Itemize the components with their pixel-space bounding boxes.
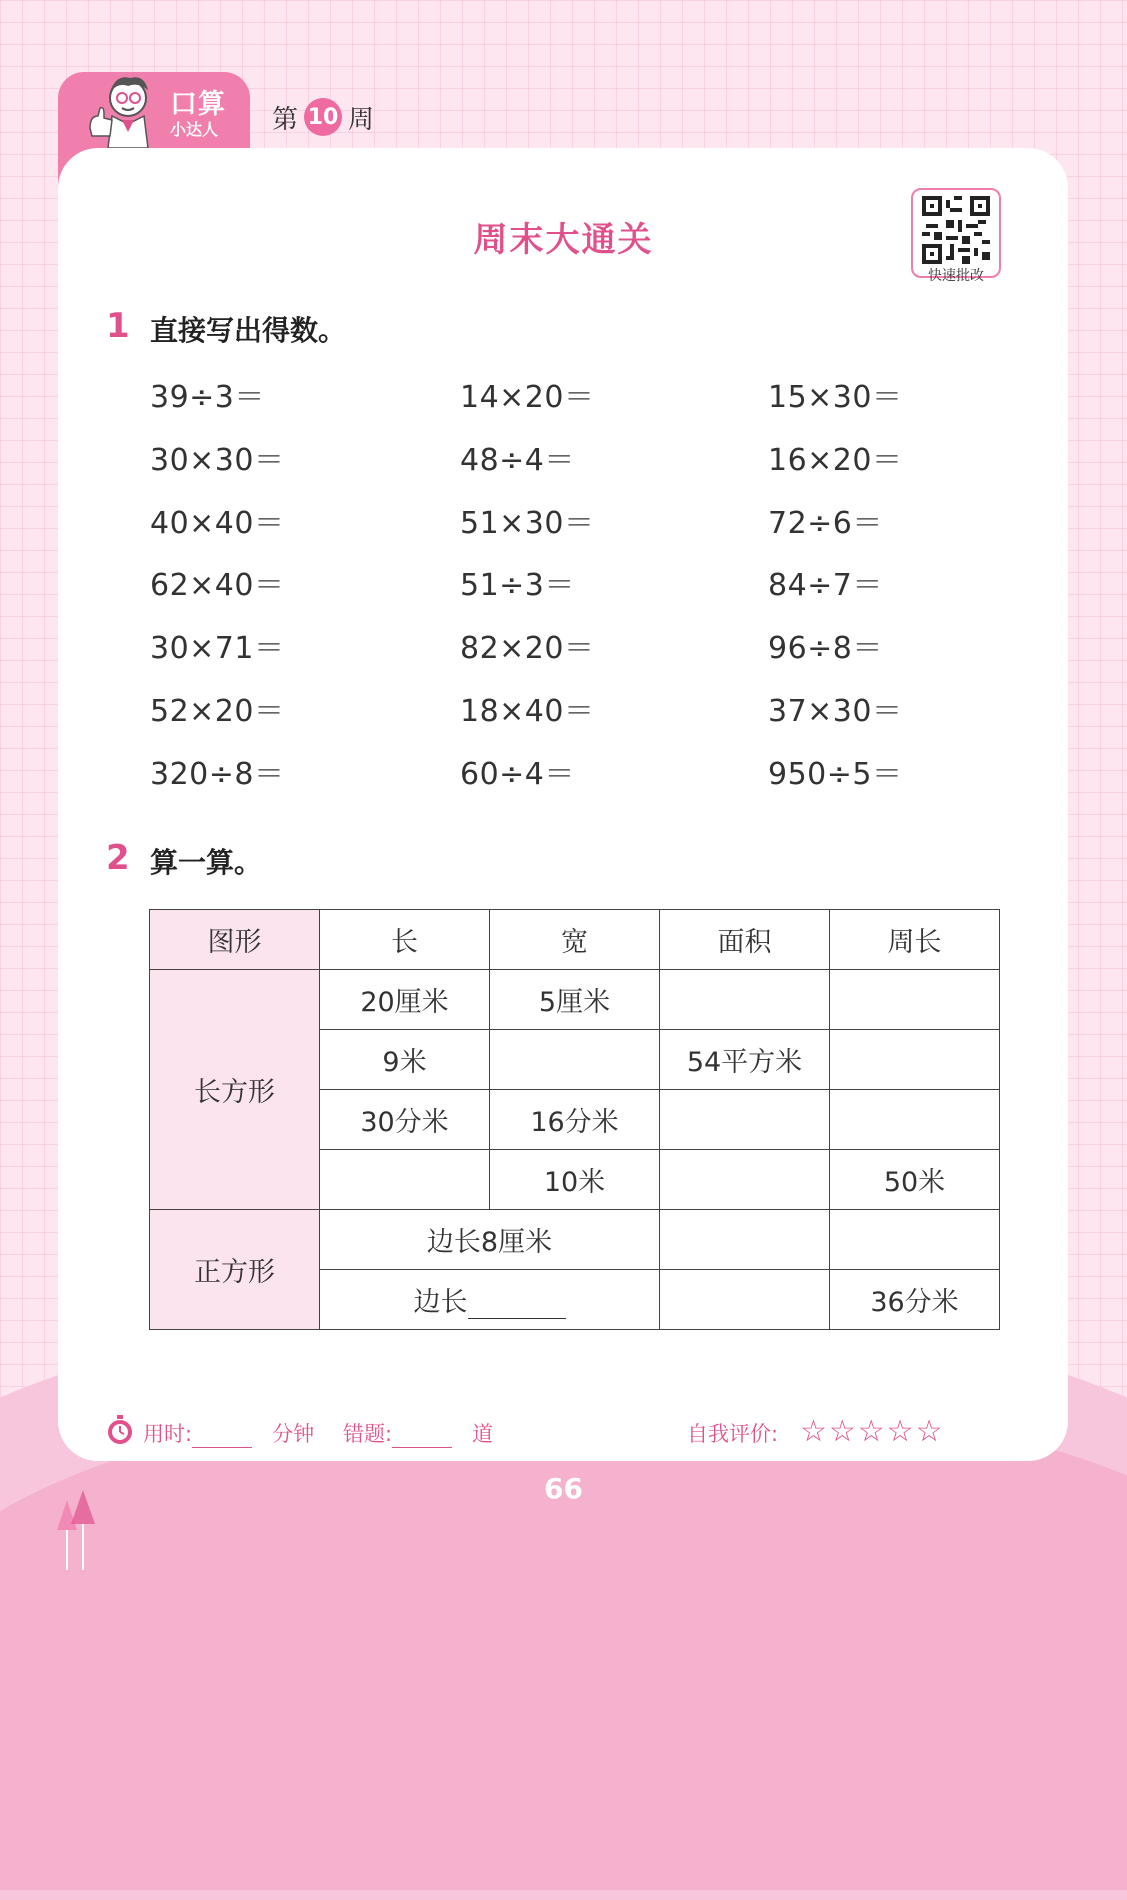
qr-label: 快速批改 xyxy=(928,268,984,284)
bottom-wave-decoration-2 xyxy=(0,1390,1127,1890)
answer-cell[interactable] xyxy=(320,1150,490,1210)
table-header: 周长 xyxy=(830,910,1000,970)
answer-cell[interactable] xyxy=(660,1270,830,1330)
page-title: 周末大通关 xyxy=(473,220,654,260)
answer-cell[interactable] xyxy=(660,1090,830,1150)
week-label xyxy=(272,98,374,136)
table-cell: 54平方米 xyxy=(660,1030,830,1090)
problem-item: 60÷4＝ xyxy=(460,756,575,792)
table-cell: 16分米 xyxy=(490,1090,660,1150)
problem-item: 16×20＝ xyxy=(768,442,903,478)
problem-item: 51×30＝ xyxy=(460,505,595,541)
problem-item: 84÷7＝ xyxy=(768,568,883,604)
table-row xyxy=(150,1210,1000,1270)
problem-item: 950÷5＝ xyxy=(768,756,903,792)
problem-item: 320÷8＝ xyxy=(150,756,285,792)
answer-cell[interactable] xyxy=(490,1030,660,1090)
errors-field xyxy=(343,1418,493,1448)
table-cell: 10米 xyxy=(490,1150,660,1210)
table-header: 宽 xyxy=(490,910,660,970)
problem-item: 72÷6＝ xyxy=(768,505,883,541)
section2-number: 2 xyxy=(106,838,130,878)
time-blank[interactable] xyxy=(192,1429,252,1448)
problem-item: 30×30＝ xyxy=(150,442,285,478)
problem-item: 37×30＝ xyxy=(768,694,903,729)
rating-stars[interactable]: ☆☆☆☆☆ xyxy=(800,1414,945,1449)
time-field xyxy=(143,1418,314,1448)
problem-item: 39÷3＝ xyxy=(150,380,265,415)
table-cell: 50米 xyxy=(830,1150,1000,1210)
self-eval-label: 自我评价: xyxy=(687,1422,779,1446)
table-cell: 边长8厘米 xyxy=(320,1210,660,1270)
answer-cell[interactable] xyxy=(830,970,1000,1030)
answer-cell[interactable] xyxy=(830,1210,1000,1270)
page-number: 66 xyxy=(544,1472,583,1505)
problem-item: 30×71＝ xyxy=(150,631,285,667)
tab-subtitle: 小达人 xyxy=(170,120,219,139)
table-header: 面积 xyxy=(660,910,830,970)
problem-item: 52×20＝ xyxy=(150,694,285,729)
mascot-icon xyxy=(82,72,162,148)
answer-cell[interactable] xyxy=(830,1090,1000,1150)
tree-icon xyxy=(55,1490,99,1570)
table-row xyxy=(150,970,1000,1030)
problem-item: 96÷8＝ xyxy=(768,631,883,667)
errors-blank[interactable] xyxy=(392,1429,452,1448)
square-label: 正方形 xyxy=(150,1210,320,1330)
section1-number: 1 xyxy=(106,306,130,346)
problem-item: 15×30＝ xyxy=(768,380,903,415)
table-header: 图形 xyxy=(150,910,320,970)
table-cell: 9米 xyxy=(320,1030,490,1090)
answer-cell[interactable] xyxy=(830,1030,1000,1090)
answer-cell[interactable] xyxy=(660,1150,830,1210)
week-prefix: 第 xyxy=(272,104,299,135)
qr-code-icon xyxy=(922,196,990,264)
answer-cell[interactable] xyxy=(660,970,830,1030)
problem-item: 18×40＝ xyxy=(460,694,595,729)
errors-label: 错题: xyxy=(343,1422,393,1446)
shape-table xyxy=(149,909,1000,1330)
time-label: 用时: xyxy=(143,1422,193,1446)
problem-item: 48÷4＝ xyxy=(460,442,575,478)
side-length-label: 边长 xyxy=(413,1287,468,1318)
section2-instruction: 算一算。 xyxy=(150,846,263,879)
problem-item: 82×20＝ xyxy=(460,631,595,667)
problem-item: 51÷3＝ xyxy=(460,568,575,604)
answer-cell[interactable] xyxy=(660,1210,830,1270)
section1-instruction: 直接写出得数。 xyxy=(150,314,347,347)
table-cell: 5厘米 xyxy=(490,970,660,1030)
table-header: 长 xyxy=(320,910,490,970)
side-length-blank[interactable] xyxy=(468,1294,566,1319)
time-unit: 分钟 xyxy=(272,1422,315,1446)
table-cell: 36分米 xyxy=(830,1270,1000,1330)
week-suffix: 周 xyxy=(348,104,375,135)
tab-title: 口算 xyxy=(170,89,226,120)
problem-item: 40×40＝ xyxy=(150,505,285,541)
table-cell: 30分米 xyxy=(320,1090,490,1150)
problem-item: 62×40＝ xyxy=(150,568,285,604)
table-header-row xyxy=(150,910,1000,970)
side-length-cell[interactable] xyxy=(320,1270,660,1330)
stopwatch-icon xyxy=(106,1414,134,1446)
table-cell: 20厘米 xyxy=(320,970,490,1030)
rectangle-label: 长方形 xyxy=(150,970,320,1210)
problem-item: 14×20＝ xyxy=(460,380,595,415)
errors-unit: 道 xyxy=(472,1422,494,1446)
week-number-badge: 10 xyxy=(304,98,342,136)
